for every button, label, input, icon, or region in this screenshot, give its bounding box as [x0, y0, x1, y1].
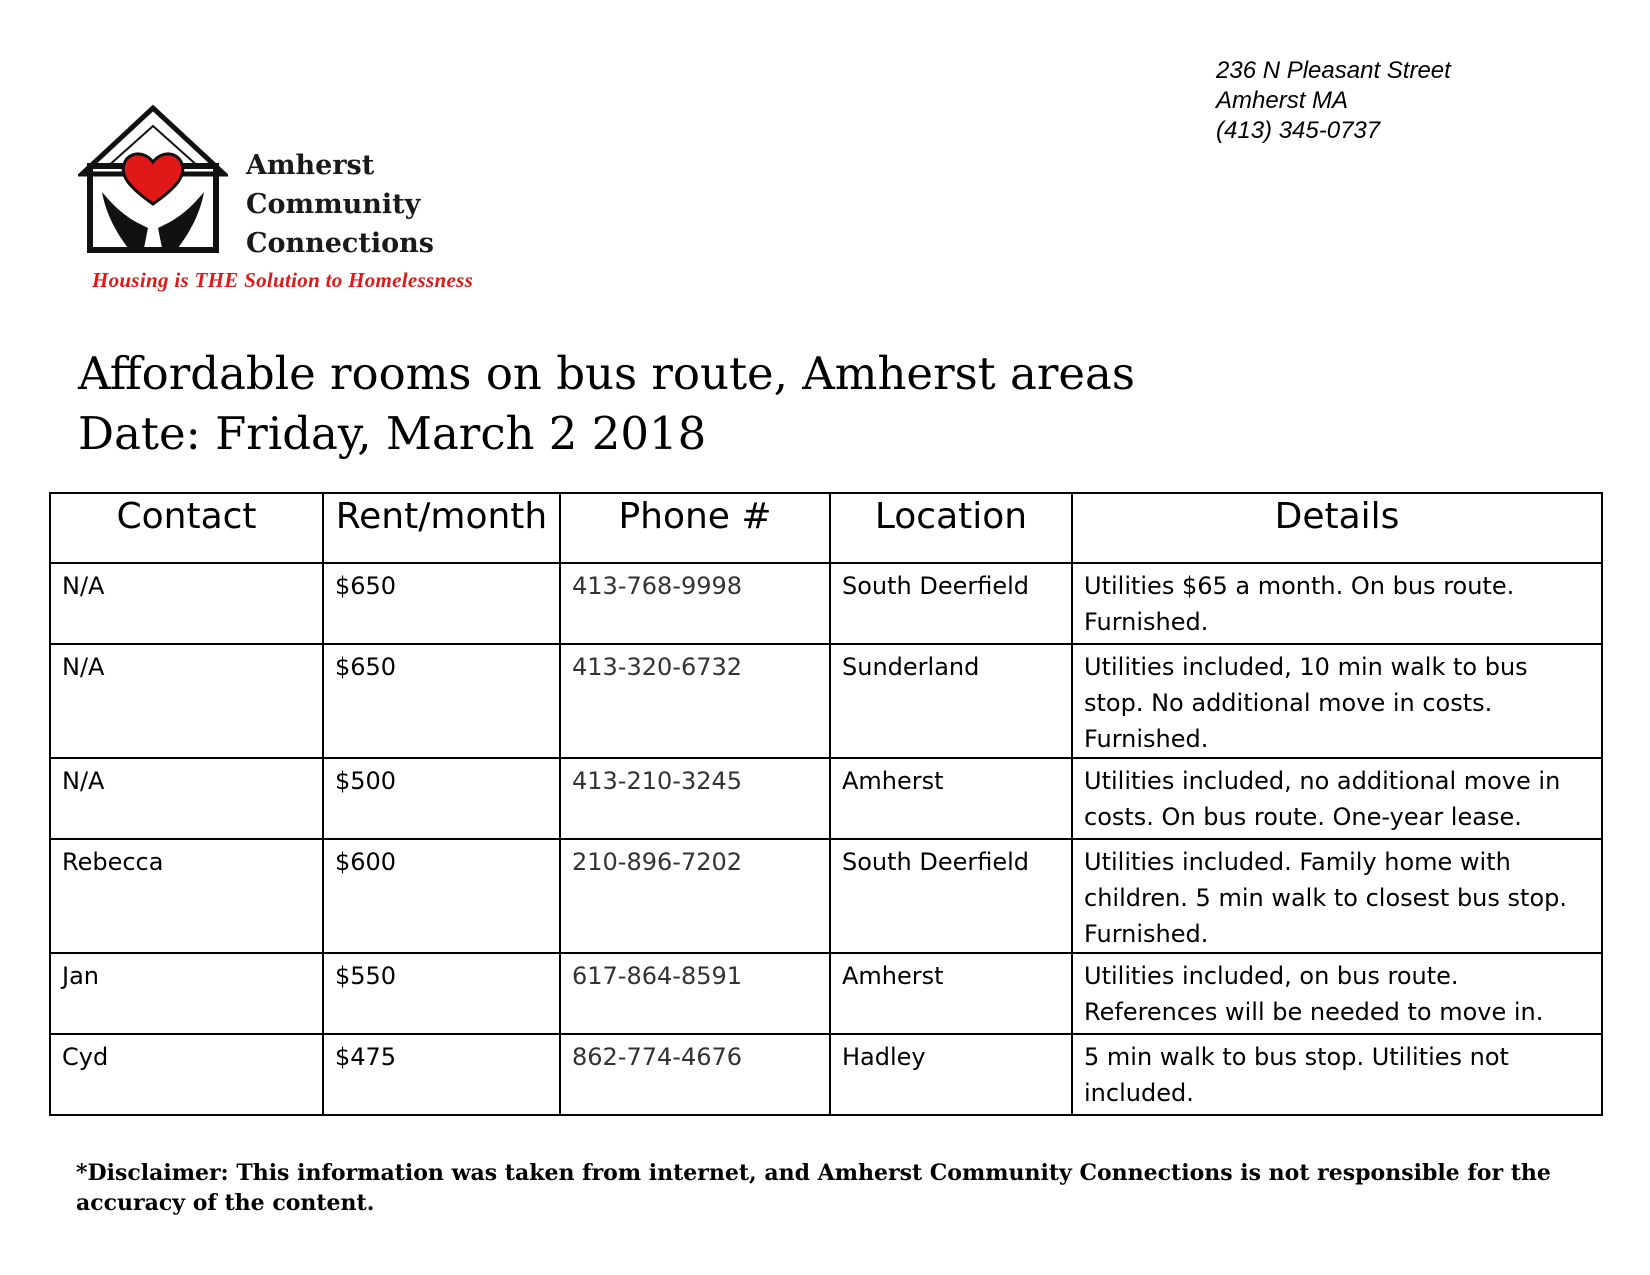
organization-logo — [78, 104, 518, 304]
table-header-row — [50, 493, 1602, 563]
address-phone: (413) 345-0737 — [1216, 117, 1381, 144]
listings-table — [49, 492, 1603, 1116]
cell-contact: Rebecca — [50, 839, 323, 953]
cell-details: Utilities $65 a month. On bus route. Furnished. — [1072, 563, 1602, 644]
cell-details: Utilities included, on bus route. References will be needed to move in. — [1072, 953, 1602, 1034]
org-name-line3: Connections — [246, 228, 434, 259]
org-name-line1: Amherst — [246, 150, 375, 181]
cell-phone: 413-210-3245 — [560, 758, 830, 839]
cell-location: Hadley — [830, 1034, 1072, 1115]
cell-rent: $500 — [323, 758, 560, 839]
table-row — [50, 953, 1602, 1034]
address-city: Amherst MA — [1216, 87, 1349, 114]
header-details: Details — [1072, 493, 1602, 563]
cell-rent: $600 — [323, 839, 560, 953]
organization-tagline: Housing is THE Solution to Homelessness — [92, 268, 474, 292]
organization-name — [246, 146, 434, 263]
cell-location: South Deerfield — [830, 563, 1072, 644]
disclaimer: *Disclaimer: This information was taken from internet, and Amherst Community Connections is not responsible for the accuracy of the content. — [76, 1160, 1551, 1216]
table-row — [50, 758, 1602, 839]
cell-location: Sunderland — [830, 644, 1072, 758]
cell-phone: 413-320-6732 — [560, 644, 830, 758]
cell-rent: $550 — [323, 953, 560, 1034]
cell-location: Amherst — [830, 758, 1072, 839]
cell-location: Amherst — [830, 953, 1072, 1034]
date-line: Date: Friday, March 2 2018 — [78, 407, 707, 460]
table-row — [50, 1034, 1602, 1115]
cell-details: Utilities included, 10 min walk to bus stop. No additional move in costs. Furnished. — [1072, 644, 1602, 758]
cell-phone: 413-768-9998 — [560, 563, 830, 644]
cell-contact: N/A — [50, 758, 323, 839]
address-street: 236 N Pleasant Street — [1216, 57, 1451, 84]
cell-phone: 617-864-8591 — [560, 953, 830, 1034]
cell-contact: Jan — [50, 953, 323, 1034]
cell-details: 5 min walk to bus stop. Utilities not included. — [1072, 1034, 1602, 1115]
cell-details: Utilities included, no additional move in costs. On bus route. One-year lease. — [1072, 758, 1602, 839]
cell-contact: N/A — [50, 644, 323, 758]
cell-phone: 862-774-4676 — [560, 1034, 830, 1115]
organization-address — [1216, 56, 1451, 146]
cell-phone: 210-896-7202 — [560, 839, 830, 953]
header-contact: Contact — [50, 493, 323, 563]
table-row — [50, 839, 1602, 953]
header-location: Location — [830, 493, 1072, 563]
table-row — [50, 563, 1602, 644]
cell-details: Utilities included. Family home with children. 5 min walk to closest bus stop. Furnished. — [1072, 839, 1602, 953]
cell-rent: $650 — [323, 644, 560, 758]
header-rent: Rent/month — [323, 493, 560, 563]
cell-rent: $650 — [323, 563, 560, 644]
cell-contact: N/A — [50, 563, 323, 644]
title-line: Affordable rooms on bus route, Amherst areas — [78, 347, 1135, 400]
cell-rent: $475 — [323, 1034, 560, 1115]
cell-location: South Deerfield — [830, 839, 1072, 953]
header-phone: Phone # — [560, 493, 830, 563]
cell-contact: Cyd — [50, 1034, 323, 1115]
table-row — [50, 644, 1602, 758]
org-name-line2: Community — [246, 189, 421, 220]
house-heart-hands-icon — [78, 104, 228, 264]
page-title — [78, 344, 1135, 464]
